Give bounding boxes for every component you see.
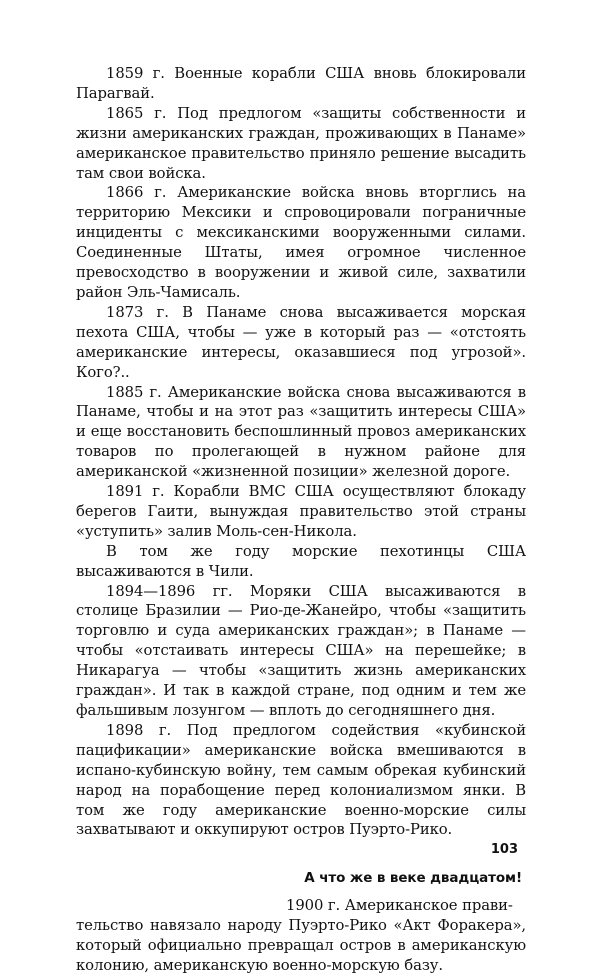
paragraph-1900 [76,896,526,976]
page-body [76,64,526,976]
paragraph-chile: В том же году морские пехотинцы США высаживаются в Чили. [76,542,526,580]
paragraph-1894: 1894—1896 гг. Моряки США высаживаются в столице Бразилии — Рио-де-Жанейро, чтобы «защитить торговлю и суда американских граждан»; в Панаме — чтобы «отстаивать интересы США» на перешейке; в Никарагуа — чтобы «защитить жизнь американских граждан». И так в каждой стране, под одним и тем же фальшивым лозунгом — вплоть до сегодняшнего дня. [76,582,526,719]
paragraph-1900-rest: тельство навязало народу Пуэрто-Рико «Акт Форакера», который официально превращал остров в американскую колонию, американскую военно-морскую базу. [76,917,526,975]
section-heading: А что же в веке двадцатом! [304,870,522,887]
paragraph-1885: 1885 г. Американские войска снова высаживаются в Панаме, чтобы и на этот раз «защитить интересы США» и еще восстановить беспошлинный провоз американских товаров по пролегающей в нужном районе для американской «жизненной позиции» железной дороге. [76,383,526,481]
paragraph-1859: 1859 г. Военные корабли США вновь блокировали Парагвай. [76,65,526,102]
paragraph-1873: 1873 г. В Панаме снова высаживается морская пехота США, чтобы — уже в который раз — «отстоять американские интересы, оказавшиеся под угрозой». Кого?.. [76,303,526,381]
paragraph-1866: 1866 г. Американские войска вновь вторглись на территорию Мексики и спровоцировали пограничные инциденты с мексиканскими вооруженными силами. Соединенные Штаты, имея огромное численное превосходство в вооружении и живой силе, захватили район Эль-Чамисаль. [76,184,526,301]
paragraph-1891: 1891 г. Корабли ВМС США осуществляют блокаду берегов Гаити, вынуждая правительство этой страны «уступить» залив Моль-сен-Никола. [76,483,526,540]
page-number: 103 [490,842,518,857]
paragraph-1898: 1898 г. Под предлогом содействия «кубинской пацификации» американские войска вмешиваются в испано-кубинскую войну, тем самым обрекая кубинский народ на порабощение перед колониализмом янки. В том же году американские военно-морские силы захватывают и оккупируют остров Пуэрто-Рико. [76,721,526,839]
paragraph-1900-first-line: 1900 г. Американское прави- [286,897,513,915]
paragraph-1865: 1865 г. Под предлогом «защиты собственности и жизни американских граждан, проживающих в Панаме» американское правительство приняло решение высадить там свои войска. [76,104,526,182]
